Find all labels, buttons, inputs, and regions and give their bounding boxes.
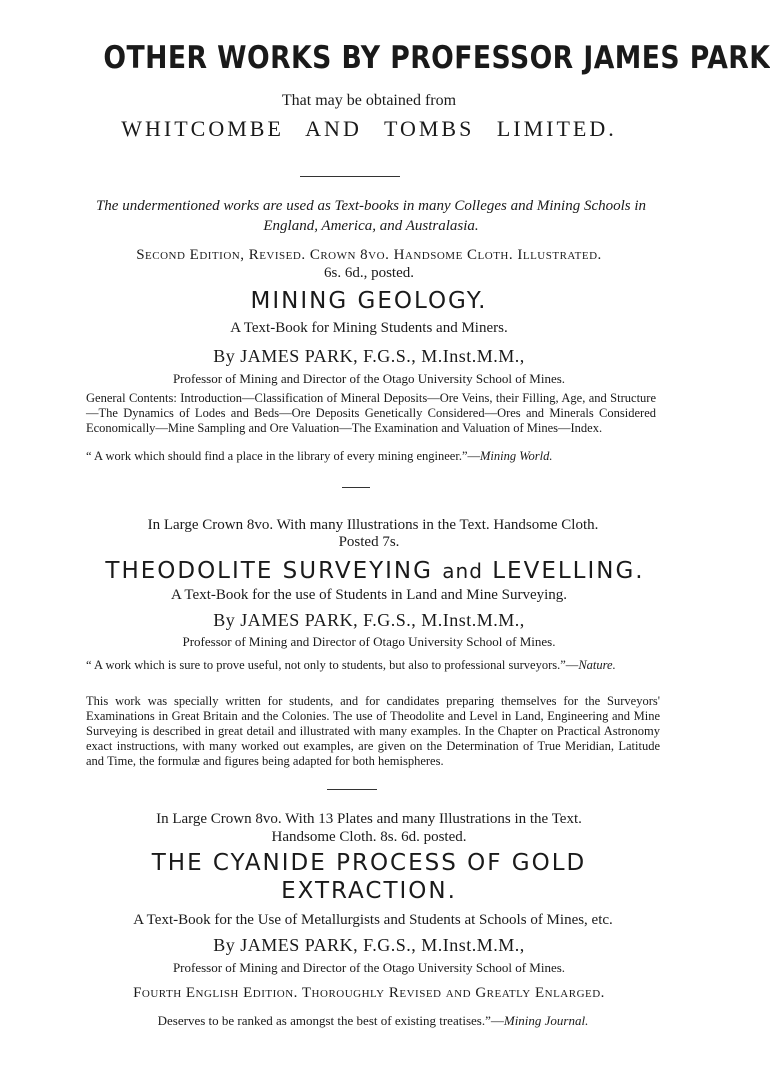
book2-price: Posted 7s. bbox=[338, 534, 400, 550]
book2-author: By JAMES PARK, F.G.S., M.Inst.M.M., bbox=[213, 610, 525, 630]
book2-subtitle: A Text-Book for the use of Students in Land and Mine Surveying. bbox=[170, 587, 568, 603]
book1-quote-source: Mining World. bbox=[480, 449, 553, 463]
book3-title-line1: THE CYANIDE PROCESS OF GOLD bbox=[151, 850, 587, 876]
book3-subtitle: A Text-Book for the Use of Metallurgists and Students at Schools of Mines, etc. bbox=[133, 912, 613, 928]
book2-title bbox=[80, 558, 670, 584]
book3-review bbox=[86, 1013, 660, 1028]
book2-description: This work was specially written for students, and for candidates preparing themselves for the Surveyors' Examinations in Great Britain and the Colonies. The use of Theodolite and Level in Land, Engineering and Mine Surveying is described in great detail and illustrated with many examples. In the Chapter on Practical Astronomy exact instructions, with many worked out examples, are given on the Determination of True Meridian, Latitude and Time, the formulæ and figures being adapted for both hemispheres. bbox=[86, 694, 660, 768]
intro-text: The undermentioned works are used as Text-books in many Colleges and Mining Schools in England, America, and Australasia. bbox=[95, 198, 647, 234]
book2-review bbox=[86, 658, 660, 673]
book3-edition-note: Fourth English Edition. Thoroughly Revised and Greatly Enlarged. bbox=[133, 985, 605, 1001]
book2-title-main: THEODOLITE SURVEYING bbox=[105, 558, 433, 584]
divider bbox=[342, 487, 370, 488]
book2-title-end: LEVELLING. bbox=[492, 558, 645, 584]
page-title: OTHER WORKS BY PROFESSOR JAMES PARK bbox=[103, 40, 770, 76]
book1-professor: Professor of Mining and Director of the Otago University School of Mines. bbox=[172, 371, 566, 386]
book3-quote: Deserves to be ranked as amongst the best of existing treatises.”— bbox=[157, 1013, 504, 1028]
book3-quote-source: Mining Journal. bbox=[503, 1013, 589, 1028]
book2-edition: In Large Crown 8vo. With many Illustrations in the Text. Handsome Cloth. bbox=[147, 517, 599, 533]
book3-price: Handsome Cloth. 8s. 6d. posted. bbox=[271, 829, 467, 845]
book3-edition: In Large Crown 8vo. With 13 Plates and many Illustrations in the Text. bbox=[156, 811, 582, 827]
divider bbox=[300, 176, 400, 177]
book3-title-line2: EXTRACTION. bbox=[281, 878, 457, 904]
book1-subtitle: A Text-Book for Mining Students and Miners. bbox=[230, 320, 508, 336]
book2-quote: “ A work which is sure to prove useful, not only to students, but also to professional surveyors.”— bbox=[86, 658, 579, 672]
book1-price: 6s. 6d., posted. bbox=[324, 265, 414, 281]
divider bbox=[327, 789, 377, 790]
book2-title-and: and bbox=[442, 559, 483, 583]
book1-contents: General Contents: Introduction—Classification of Mineral Deposits—Ore Veins, their Filling, Age, and Structure—The Dynamics of Lodes and Beds—Ore Deposits Genetically Considered—Ores and Minerals Considered Economically—Mine Sampling and Ore Valuation—The Examination and Valuation of Mines—Index. bbox=[86, 391, 656, 435]
book3-professor: Professor of Mining and Director of the Otago University School of Mines. bbox=[172, 960, 566, 975]
book1-title: MINING GEOLOGY. bbox=[250, 288, 488, 314]
book2-professor: Professor of Mining and Director of Otago University School of Mines. bbox=[182, 634, 556, 649]
book1-author: By JAMES PARK, F.G.S., M.Inst.M.M., bbox=[213, 346, 525, 366]
book2-quote-source: Nature. bbox=[578, 658, 616, 672]
book3-author: By JAMES PARK, F.G.S., M.Inst.M.M., bbox=[213, 935, 525, 955]
page-subtitle: That may be obtained from bbox=[281, 92, 457, 109]
publisher-name: WHITCOMBE AND TOMBS LIMITED. bbox=[121, 116, 617, 141]
book1-edition: Second Edition, Revised. Crown 8vo. Handsome Cloth. Illustrated. bbox=[136, 247, 602, 263]
book1-review bbox=[86, 449, 656, 464]
book1-quote: “ A work which should find a place in the library of every mining engineer.”— bbox=[86, 449, 480, 463]
